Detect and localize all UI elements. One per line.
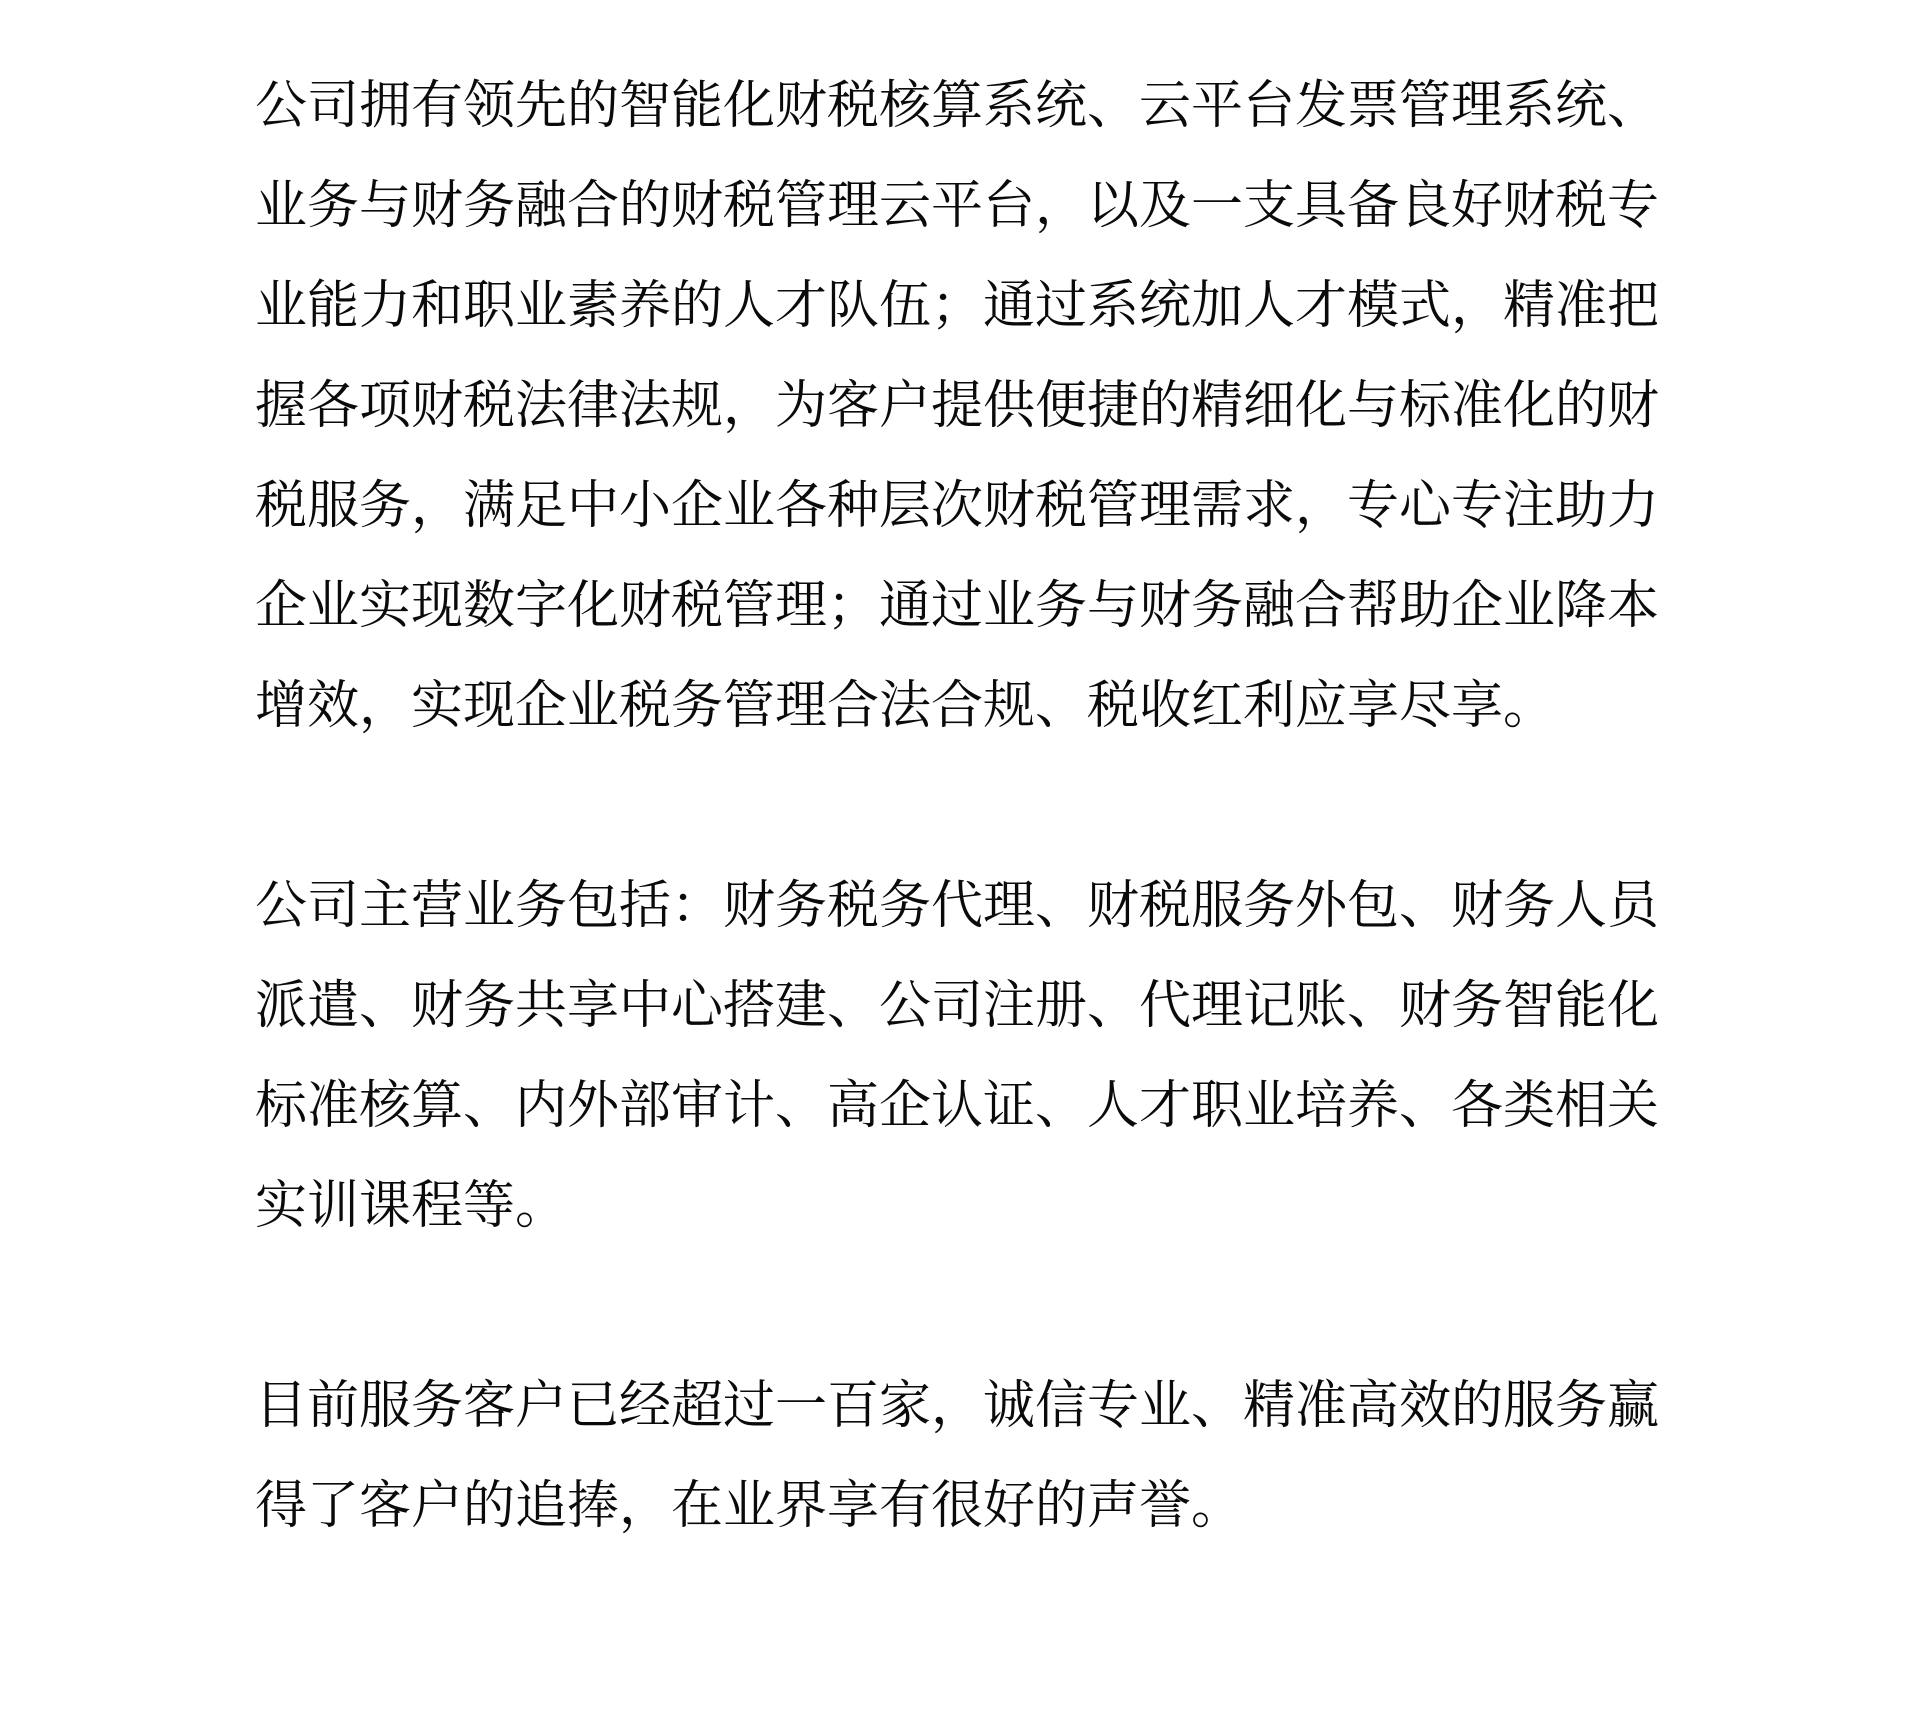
text-line: 目前服务客户已经超过一百家，诚信专业、精准高效的服务赢	[255, 1377, 1660, 1435]
text-line: 得了客户的追捧，在业界享有很好的声誉。	[255, 1477, 1244, 1535]
company-intro-text-block	[255, 56, 1715, 1556]
text-line: 派遣、财务共享中心搭建、公司注册、代理记账、财务智能化	[255, 977, 1660, 1035]
text-line: 公司拥有领先的智能化财税核算系统、云平台发票管理系统、	[255, 77, 1660, 135]
text-line: 实训课程等。	[255, 1177, 568, 1235]
text-line: 公司主营业务包括：财务税务代理、财税服务外包、财务人员	[255, 877, 1660, 935]
paragraph-customers-reputation	[255, 1356, 1715, 1556]
text-line: 业务与财务融合的财税管理云平台，以及一支具备良好财税专	[255, 177, 1660, 235]
text-line: 企业实现数字化财税管理；通过业务与财务融合帮助企业降本	[255, 577, 1660, 635]
paragraph-company-capabilities	[255, 56, 1715, 756]
text-line: 握各项财税法律法规，为客户提供便捷的精细化与标准化的财	[255, 377, 1660, 435]
text-line: 标准核算、内外部审计、高企认证、人才职业培养、各类相关	[255, 1077, 1660, 1135]
text-line: 增效，实现企业税务管理合法合规、税收红利应享尽享。	[255, 677, 1556, 735]
text-line: 税服务，满足中小企业各种层次财税管理需求，专心专注助力	[255, 477, 1660, 535]
text-line: 业能力和职业素养的人才队伍；通过系统加人才模式，精准把	[255, 277, 1660, 335]
paragraph-main-business	[255, 856, 1715, 1256]
